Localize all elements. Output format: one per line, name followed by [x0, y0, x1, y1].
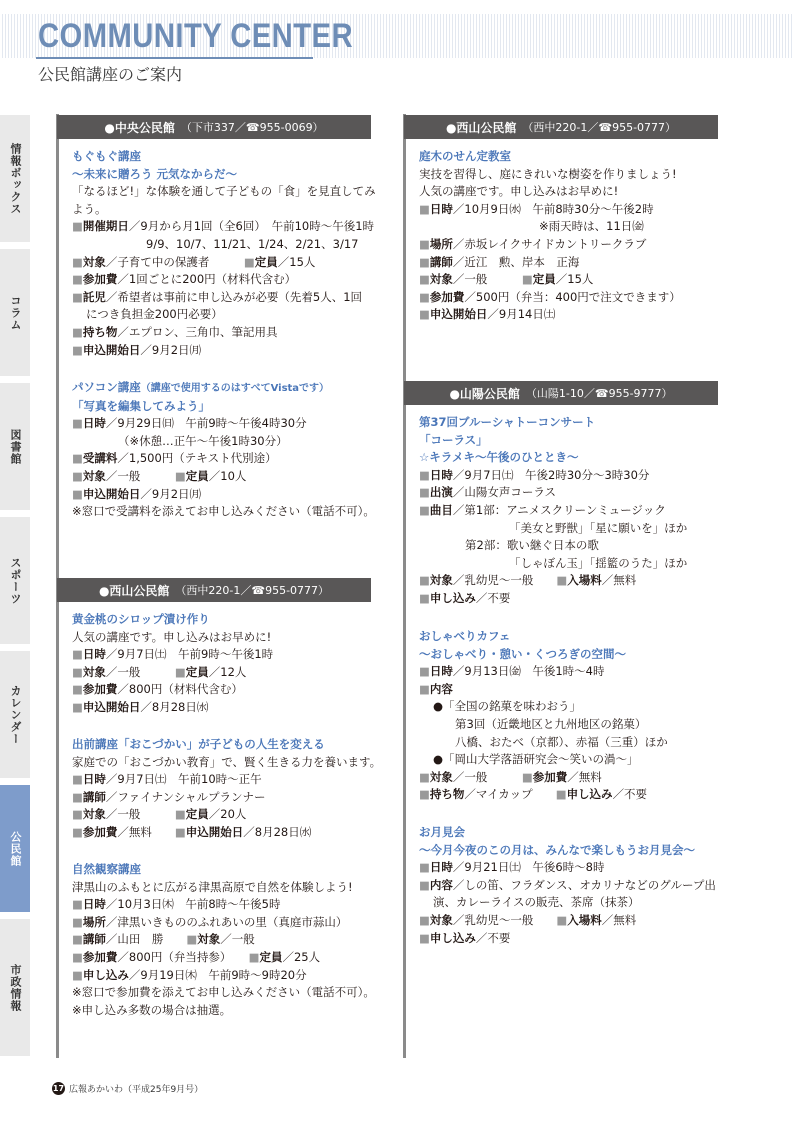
course-golden-peach: 黄金桃のシロップ漬け作り 人気の講座です。申し込みはお早めに! ■日時／9月7日㈯ 午前9時～午後1時 ■対象／一般 ■定員／12人 ■参加費／800円（材料代含む） ■申込開始日／8月28日㈬: [72, 612, 274, 714]
section-header-nishiyama-right: ●西山公民館 （西中220-1／☎955-0777）: [404, 115, 718, 139]
course-pruning: 庭木のせん定教室 実技を習得し、庭にきれいな樹姿を作りましょう! 人気の講座です。申し込みはお早めに! ■日時／10月9日㈬ 午前8時30分～午後2時 ※雨天時は、11日㈮ ■場所／赤坂レイクサイドカントリークラブ ■講師／近江 勲、岸本 正海 ■対象／一般 ■定員／15人 ■参加費／500円（弁当：400円で注文できます） ■申込開始日／9月14日㈯: [419, 149, 681, 322]
publication-name: 広報あかいわ（平成25年9月号）: [69, 1085, 204, 1095]
section-header-nishiyama-left: ●西山公民館 （西中220-1／☎955-0777）: [57, 578, 371, 602]
right-column-rule: [403, 114, 406, 1058]
course-pc: パソコン講座（講座で使用するのはすべてVistaです） 「写真を編集してみよう」 ■日時／9月29日㈰ 午前9時～午後4時30分 （※休憩…正午～午後1時30分） ■受講料／1,500円（テキスト代別途） ■対象／一般 ■定員／10人 ■申込開始日／9月2日㈪ ※窓口で受講料を添えてお申し込みください（電話不可）。: [72, 380, 375, 519]
tab-sports[interactable]: スポーツ: [0, 517, 30, 647]
footer: [52, 1082, 203, 1095]
course-cafe: おしゃべりカフェ ～おしゃべり・憩い・くつろぎの空間～ ■日時／9月13日㈮ 午後1時～4時 ■内容 ●「全国の銘菓を味わおう」 第3回（近畿地区と九州地区の銘菓） 八橋、おたべ（京都）、赤福（三重）ほか ●「岡山大学落語研究会～笑いの渦～」 ■対象／一般 ■参加費／無料 ■持ち物／マイカップ ■申し込み／不要: [419, 629, 668, 802]
tab-community-center[interactable]: 公民館: [0, 785, 30, 915]
page-number: 17: [52, 1084, 65, 1093]
section-header-sanyo: ●山陽公民館 （山陽1-10／☎955-9777）: [404, 381, 718, 405]
tab-city-info[interactable]: 市政情報: [0, 919, 30, 1059]
page-subtitle: 公民館講座のご案内: [38, 65, 183, 84]
section-header-chuo: ●中央公民館 （下市337／☎955-0069）: [57, 115, 371, 139]
course-nature: 自然観察講座 津黒山のふもとに広がる津黒高原で自然を体験しよう! ■日時／10月3日㈭ 午前8時～午後5時 ■場所／津黒いきもののふれあいの里（真庭市蒜山） ■講師／山田 勝 ■対象／一般 ■参加費／800円（弁当持参） ■定員／25人 ■申し込み／9月19日㈭ 午前9時～9時20分 ※窓口で参加費を添えてお申し込みください（電話不可）。 ※申し込み多数の場合は抽選。: [72, 862, 375, 1017]
tab-column[interactable]: コラム: [0, 249, 30, 379]
page-title: COMMUNITY CENTER: [38, 17, 353, 55]
course-moon-viewing: お月見会 ～今月今夜のこの月は、みんなで楽しもうお月見会～ ■日時／9月21日㈯ 午後6時～8時 ■内容／しの笛、フラダンス、オカリナなどのグループ出 演、カレーライスの販売、茶席（抹茶） ■対象／乳幼児～一般 ■入場料／無料 ■申し込み／不要: [419, 825, 716, 945]
tab-calendar[interactable]: カレンダー: [0, 651, 30, 781]
tab-library[interactable]: 図書館: [0, 383, 30, 513]
course-mogumogu: もぐもぐ講座 ～未来に贈ろう 元気なからだ～ 「なるほど!」な体験を通して子どもの「食」を見直してみ よう。 ■開催期日／9月から月1回（全6回） 午前10時～午後1時 9/9、10/7、11/21、1/24、2/21、3/17 ■対象／子育て中の保護者 ■定員／15人 ■参加費／1回ごとに200円（材料代含む） ■託児／希望者は事前に申し込みが必要（先着5人、1回 につき負担金200円必要） ■持ち物／エプロン、三角巾、筆記用具 ■申込開始日／9月2日㈪: [72, 149, 376, 357]
course-allowance: 出前講座「おこづかい」が子どもの人生を変える 家庭での「おこづかい教育」で、賢く生きる力を養います。 ■日時／9月7日㈯ 午前10時～正午 ■講師／ファイナンシャルプランナー ■対象／一般 ■定員／20人 ■参加費／無料 ■申込開始日／8月28日㈬: [72, 737, 382, 839]
tab-info-box[interactable]: 情報ボックス: [0, 115, 30, 245]
header-rule: [36, 57, 313, 59]
course-concert: 第37回ブルーシャトーコンサート 「コーラス」 ☆キラメキ～午後のひととき～ ■日時／9月7日㈯ 午後2時30分～3時30分 ■出演／山陽女声コーラス ■曲目／第1部：アニメスクリーンミュージック 「美女と野獣」「星に願いを」ほか 第2部：歌い継ぐ日本の歌 「しゃぼん玉」「揺籃のうた」ほか ■対象／乳幼児～一般 ■入場料／無料 ■申し込み／不要: [419, 415, 688, 605]
